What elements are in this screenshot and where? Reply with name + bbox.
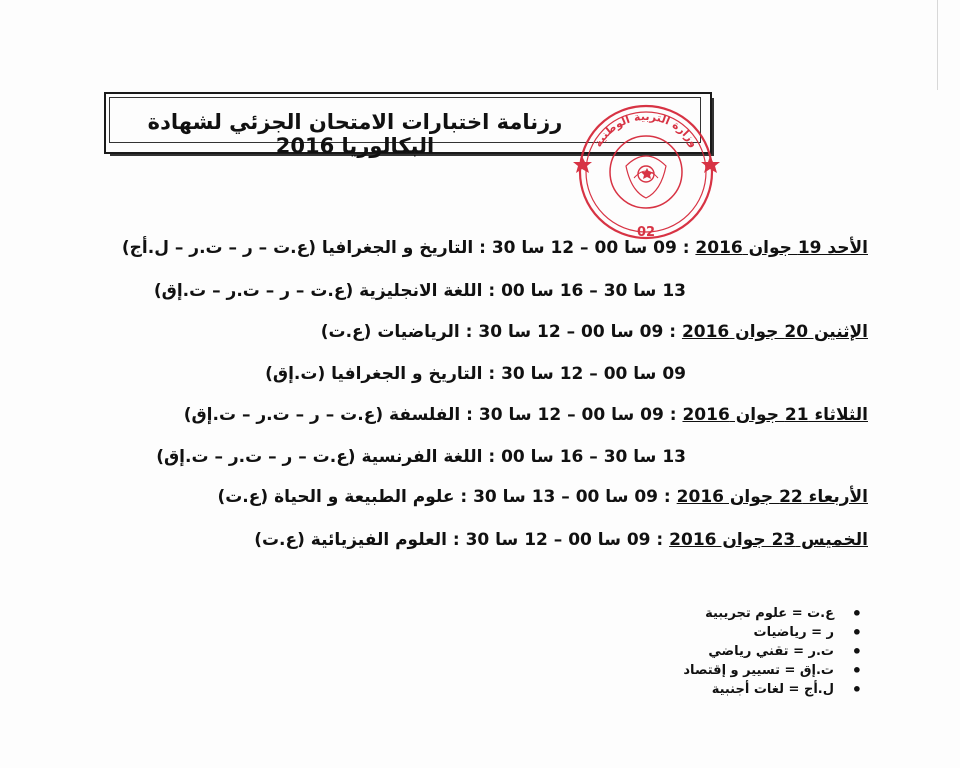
legend-item: • ع.ت = علوم تجريبية: [683, 604, 862, 623]
schedule-row: [265, 364, 686, 384]
schedule-detail: : 09 سا 00 – 12 سا 30 : العلوم الفيزيائية (ع.ت): [254, 530, 664, 550]
svg-text:وزارة التربية الوطنية: [591, 110, 700, 150]
schedule-row: [122, 238, 868, 258]
legend-item: • ت.إق = تسيير و إقتصاد: [683, 661, 862, 680]
page-title: رزنامة اختبارات الامتحان الجزئي لشهادة البكالوريا 2016: [147, 110, 563, 158]
schedule-date: الخميس 23 جوان 2016: [669, 530, 868, 550]
schedule-row: [321, 322, 868, 342]
schedule-detail: 13 سا 30 – 16 سا 00 : اللغة الفرنسية (ع.ت – ر – ت.ر – ت.إق): [156, 447, 686, 467]
schedule-row: [156, 447, 686, 467]
schedule-date: الإثنين 20 جوان 2016: [681, 322, 868, 342]
schedule-date: الأربعاء 22 جوان 2016: [676, 487, 868, 507]
schedule-date: الثلاثاء 21 جوان 2016: [682, 405, 868, 425]
stamp-number: 02: [636, 225, 656, 240]
scan-edge-line: [937, 0, 938, 90]
legend-item: • ل.أج = لغات أجنبية: [683, 680, 862, 699]
schedule-row: [254, 530, 868, 550]
schedule-detail: 13 سا 30 – 16 سا 00 : اللغة الانجليزية (ع.ت – ر – ت.ر – ت.إق): [153, 281, 686, 301]
abbreviation-legend: [683, 604, 862, 699]
schedule-row: [184, 405, 868, 425]
schedule-detail: : 09 سا 00 – 12 سا 30 : الفلسفة (ع.ت – ر – ت.ر – ت.إق): [183, 405, 677, 425]
official-stamp-icon: [566, 96, 726, 248]
schedule-detail: : 09 سا 00 – 13 سا 30 : علوم الطبيعة و الحياة (ع.ت): [217, 487, 671, 507]
schedule-row: [154, 281, 686, 301]
schedule-detail: : 09 سا 00 – 12 سا 30 : التاريخ و الجغرافيا (ع.ت – ر – ت.ر – ل.أج): [121, 238, 690, 258]
schedule-detail: : 09 سا 00 – 12 سا 30 : الرياضيات (ع.ت): [320, 322, 677, 342]
stamp-text: وزارة التربية الوطنية: [591, 109, 701, 150]
schedule-detail: 09 سا 00 – 12 سا 30 : التاريخ و الجغرافيا (ت.إق): [265, 364, 686, 384]
schedule-date: الأحد 19 جوان 2016: [695, 238, 868, 258]
schedule-row: [217, 487, 868, 507]
legend-item: • ت.ر = تقني رياضي: [683, 642, 862, 661]
legend-item: • ر = رياضيات: [683, 623, 862, 642]
